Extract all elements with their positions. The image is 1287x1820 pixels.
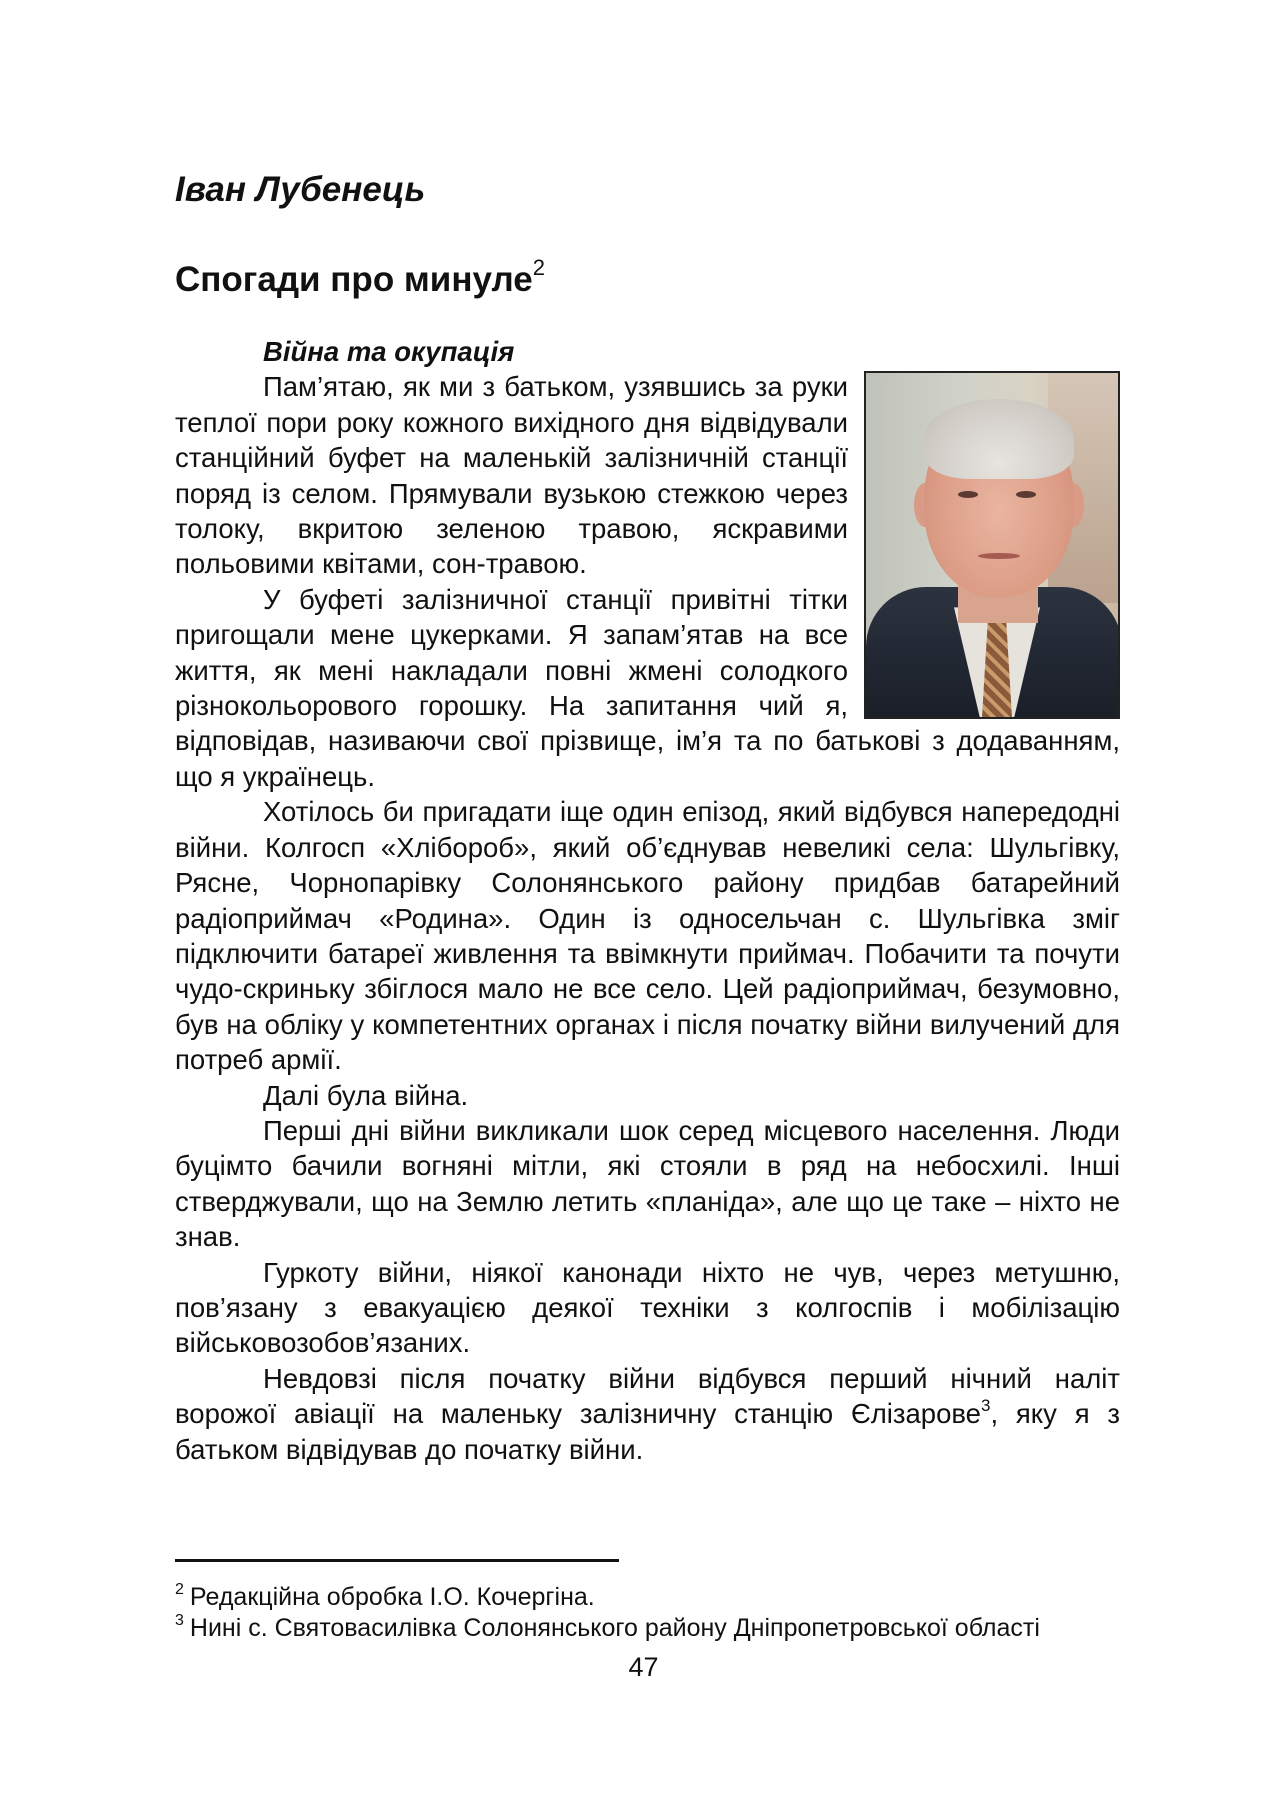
chapter-title-text: Спогади про минуле [175,260,533,299]
last-paragraph-text: Невдовзі після початку війни відбувся перший нічний наліт ворожої авіації на маленьку залізничну станцію Єлізарове [175,1362,1120,1430]
footnotes [175,1582,1135,1644]
footnote-number: 3 [175,1612,184,1629]
last-paragraph-tail: , яку я з батьком відвідував до початку війни. [175,1398,1120,1465]
footnote-text: Редакційна обробка І.О. Кочергіна. [189,1583,595,1611]
paragraph: Пам’ятаю, як ми з батьком, узявшись за руки теплої пори року кожного вихідного дня відвідували станційний буфет на маленькій залізничній станції поряд із селом. Прямували вузькою стежкою через толоку, вкритою зеленою травою, яскравими польовими квітами, сон-травою. [175,371,848,580]
footnote-divider [175,1559,619,1562]
paragraph: Перші дні війни викликали шок серед місцевого населення. Люди буцімто бачили вогняні мітли, які стояли в ряд на небосхилі. Інші стверджували, що на Землю летить «планіда», але що це таке – ніхто не знав. [175,1114,1120,1253]
title-footnote-ref: 2 [532,255,545,280]
footnote-text: Нині с. Святовасилівка Солонянського району Дніпропетровської області [189,1614,1040,1642]
paragraph-last [175,1361,1120,1467]
paragraph: Гуркоту війни, ніякої канонади ніхто не чув, через метушню, пов’язану з евакуацією деякої техніки з колгоспів і мобілізацію військовозобов’язаних. [175,1256,1120,1359]
footnote-number: 2 [175,1581,184,1598]
section-heading: Війна та окупація [263,336,515,367]
page-number: 47 [628,1652,659,1682]
footnote [175,1613,1135,1644]
chapter-title [175,255,545,300]
paragraph: Далі була війна. [263,1079,469,1111]
paragraph: Хотілось би пригадати іще один епізод, який відбувся напередодні війни. Колгосп «Хлібороб», який об’єднував невеликі села: Шульгівку, Рясне, Чорнопарівку Солонянського району придбав батарейний радіоприймач «Родина». Один із односельчан с. Шульгівка зміг підключити батареї живлення та ввімкнути приймач. Побачити та почути чудо-скриньку збіглося мало не все село. Цей радіоприймач, безумовно, був на обліку у компетентних органах і після початку війни вилучений для потреб армії. [175,796,1120,1076]
article-body [175,334,1120,1467]
footnote [175,1582,1135,1613]
author-name: Іван Лубенець [175,170,426,209]
footnote-ref: 3 [980,1396,991,1416]
paragraph: У буфеті залізничної станції привітні тітки пригощали мене цукерками. Я запам’ятав на все життя, як мені накладали повні жмені солодкого різнокольорового горошку. На запитання чий я, відповідав, називаючи свої прізвище, ім’я та по батькові з додаванням, що я українець. [175,583,1120,792]
portrait-photo [864,371,1120,719]
